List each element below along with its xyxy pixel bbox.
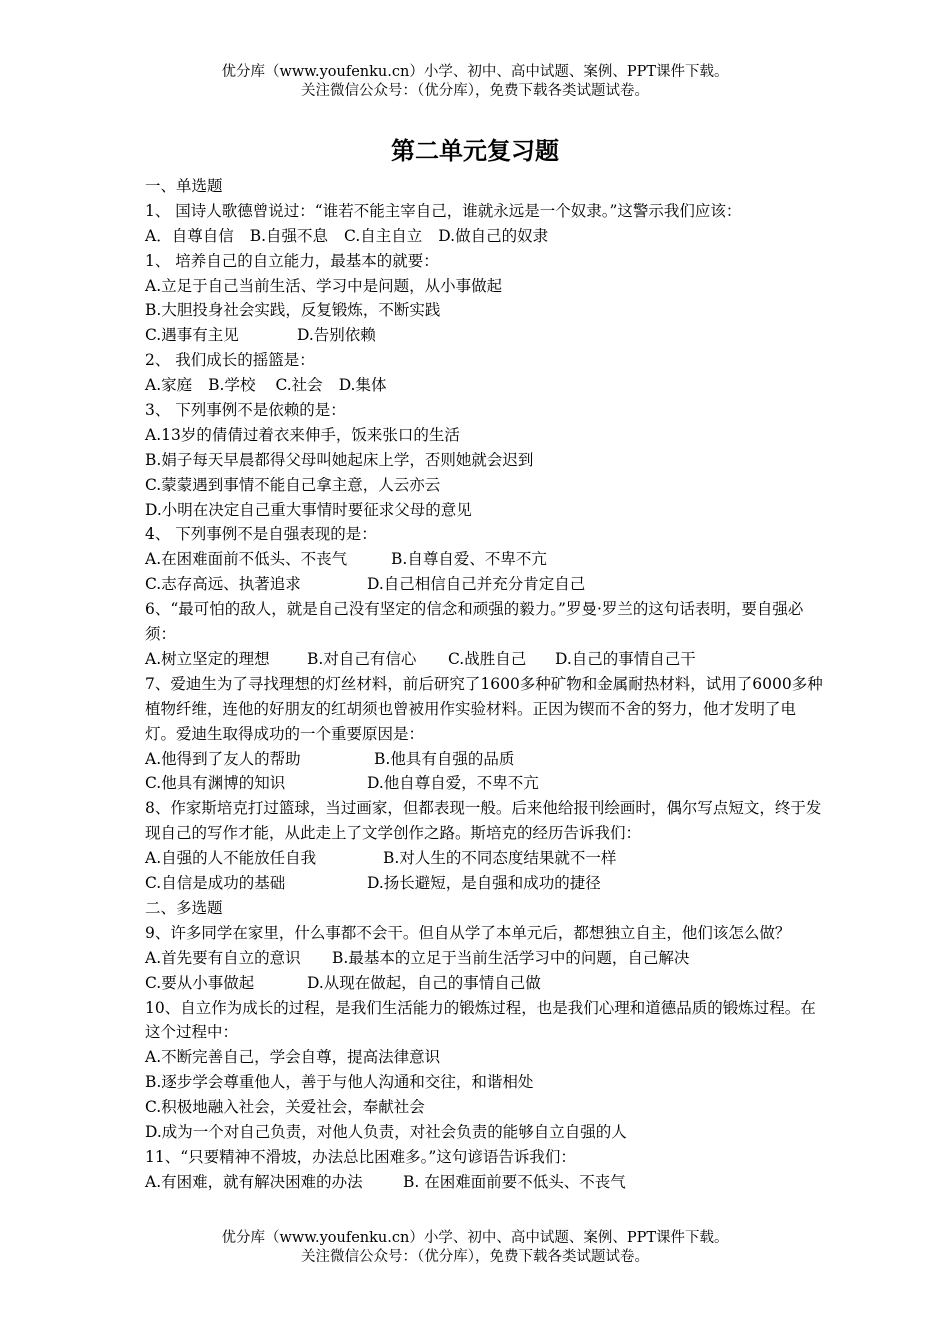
- option: D.他自尊自爱，不卑不亢: [367, 774, 539, 793]
- option: A.13岁的倩倩过着衣来伸手，饭来张口的生活: [145, 425, 460, 444]
- footer-line-2: 关注微信公众号：（优分库），免费下载各类试题试卷。: [301, 1249, 649, 1265]
- header-line-1: 优分库（www.youfenku.cn）小学、初中、高中试题、案例、PPT课件下载。: [221, 64, 729, 80]
- option: D.自己相信自己并充分肯定自己: [367, 575, 586, 594]
- option: C.自信是成功的基础: [145, 874, 286, 893]
- option: B.学校: [208, 376, 256, 395]
- question-1-stem: 1、 国诗人歌德曾说过：“谁若不能主宰自己，谁就永远是一个奴隶。”这警示我们应该：: [145, 201, 742, 220]
- question-11-stem: 11、“只要精神不滑坡，办法总比困难多。”这句谚语告诉我们：: [145, 1147, 576, 1166]
- question-1b-stem: 1、 培养自己的自立能力，最基本的就要：: [145, 251, 439, 270]
- option: B.自尊自爱、不卑不亢: [391, 550, 547, 569]
- question-4-options-cd: [145, 572, 825, 597]
- option: D.告别依赖: [297, 326, 376, 345]
- option: D.集体: [338, 376, 387, 395]
- question-7-options-ab: [145, 747, 825, 772]
- option: D.扬长避短，是自强和成功的捷径: [367, 874, 601, 893]
- question-6-stem: 6、“最可怕的敌人，就是自己没有坚定的信念和顽强的毅力。”罗曼·罗兰的这句话表明，要自强必须：: [145, 600, 804, 644]
- page-header: [0, 63, 950, 101]
- option: B.大胆投身社会实践，反复锻炼，不断实践: [145, 301, 441, 320]
- question-11-options-ab: [145, 1170, 825, 1195]
- option: C.遇事有主见: [145, 326, 239, 345]
- option: B.他具有自强的品质: [374, 749, 515, 768]
- page-footer: [0, 1229, 950, 1267]
- option: C.要从小事做起: [145, 973, 255, 992]
- question-2-options: [145, 373, 825, 398]
- option: B.对自己有信心: [307, 649, 417, 668]
- question-10-stem: 10、自立作为成长的过程，是我们生活能力的锻炼过程，也是我们心理和道德品质的锻炼过程。在这个过程中：: [145, 998, 816, 1042]
- question-1b-options-cd: [145, 323, 825, 348]
- option: A.立足于自己当前生活、学习中是问题，从小事做起: [145, 276, 503, 295]
- question-4-options-ab: [145, 547, 825, 572]
- question-8-stem: 8、作家斯培克打过篮球，当过画家，但都表现一般。后来他给报刊绘画时，偶尔写点短文，终于发现自己的写作才能，从此走上了文学创作之路。斯培克的经历告诉我们：: [145, 799, 822, 843]
- question-9-stem: 9、许多同学在家里，什么事都不会干。但自从学了本单元后，都想独立自主，他们该怎么做？: [145, 923, 791, 942]
- option: A.他得到了友人的帮助: [145, 749, 301, 768]
- option: C.战胜自己: [448, 649, 527, 668]
- option: C.他具有渊博的知识: [145, 774, 286, 793]
- question-2-stem: 2、 我们成长的摇篮是：: [145, 351, 315, 370]
- option: A.首先要有自立的意识: [145, 948, 301, 967]
- option: A.家庭: [145, 376, 193, 395]
- option: A.不断完善自己，学会自尊，提高法律意识: [145, 1048, 441, 1067]
- option: A.自强的人不能放任自我: [145, 849, 317, 868]
- option: A.有困难，就有解决困难的办法: [145, 1172, 363, 1191]
- option: B.娟子每天早晨都得父母叫她起床上学，否则她就会迟到: [145, 450, 534, 469]
- option: B.逐步学会尊重他人，善于与他人沟通和交往，和谐相处: [145, 1073, 534, 1092]
- question-7-options-cd: [145, 771, 825, 796]
- option: D.自己的事情自己干: [555, 649, 696, 668]
- question-1-options: [145, 224, 825, 249]
- option: A．自尊自信: [145, 226, 234, 245]
- option: A.在困难面前不低头、不丧气: [145, 550, 348, 569]
- option: C.志存高远、执著追求: [145, 575, 301, 594]
- option: C.蒙蒙遇到事情不能自己拿主意，人云亦云: [145, 475, 441, 494]
- question-3-stem: 3、 下列事例不是依赖的是：: [145, 401, 346, 420]
- option: B.最基本的立足于当前生活学习中的问题，自己解决: [332, 948, 690, 967]
- option: A.树立坚定的理想: [145, 649, 270, 668]
- page-title: 第二单元复习题: [391, 137, 559, 165]
- option: C.积极地融入社会，关爱社会，奉献社会: [145, 1098, 425, 1117]
- section-heading-multiple-choice: 二、多选题: [145, 898, 223, 917]
- question-7-stem: 7、爱迪生为了寻找理想的灯丝材料，前后研究了1600多种矿物和金属耐热材料，试用了6000多种植物纤维，连他的好朋友的红胡须也曾被用作实验材料。正因为锲而不舍的努力，他才发明了电灯。爱迪生取得成功的一个重要原因是：: [145, 674, 823, 743]
- option: B.自强不息: [249, 226, 329, 245]
- question-8-options-ab: [145, 846, 825, 871]
- question-4-stem: 4、 下列事例不是自强表现的是：: [145, 525, 377, 544]
- header-line-2: 关注微信公众号：（优分库），免费下载各类试题试卷。: [301, 83, 649, 99]
- option: C.自主自立: [344, 226, 423, 245]
- option: D.成为一个对自己负责，对他人负责，对社会负责的能够自立自强的人: [145, 1123, 627, 1141]
- question-8-options-cd: [145, 871, 825, 896]
- section-heading-single-choice: 一、单选题: [145, 177, 223, 195]
- option: D.小明在决定自己重大事情时要征求父母的意见: [145, 500, 472, 519]
- option: B.对人生的不同态度结果就不一样: [383, 849, 617, 868]
- option: D.做自己的奴隶: [438, 226, 549, 245]
- option: C.社会: [275, 376, 323, 395]
- document-body: [145, 174, 825, 1195]
- question-6-options: [145, 647, 825, 672]
- option: B. 在困难面前要不低头、不丧气: [403, 1172, 626, 1191]
- question-9-options-ab: [145, 946, 825, 971]
- option: D.从现在做起，自己的事情自己做: [307, 973, 541, 992]
- question-9-options-cd: [145, 971, 825, 996]
- footer-line-1: 优分库（www.youfenku.cn）小学、初中、高中试题、案例、PPT课件下载。: [221, 1230, 729, 1246]
